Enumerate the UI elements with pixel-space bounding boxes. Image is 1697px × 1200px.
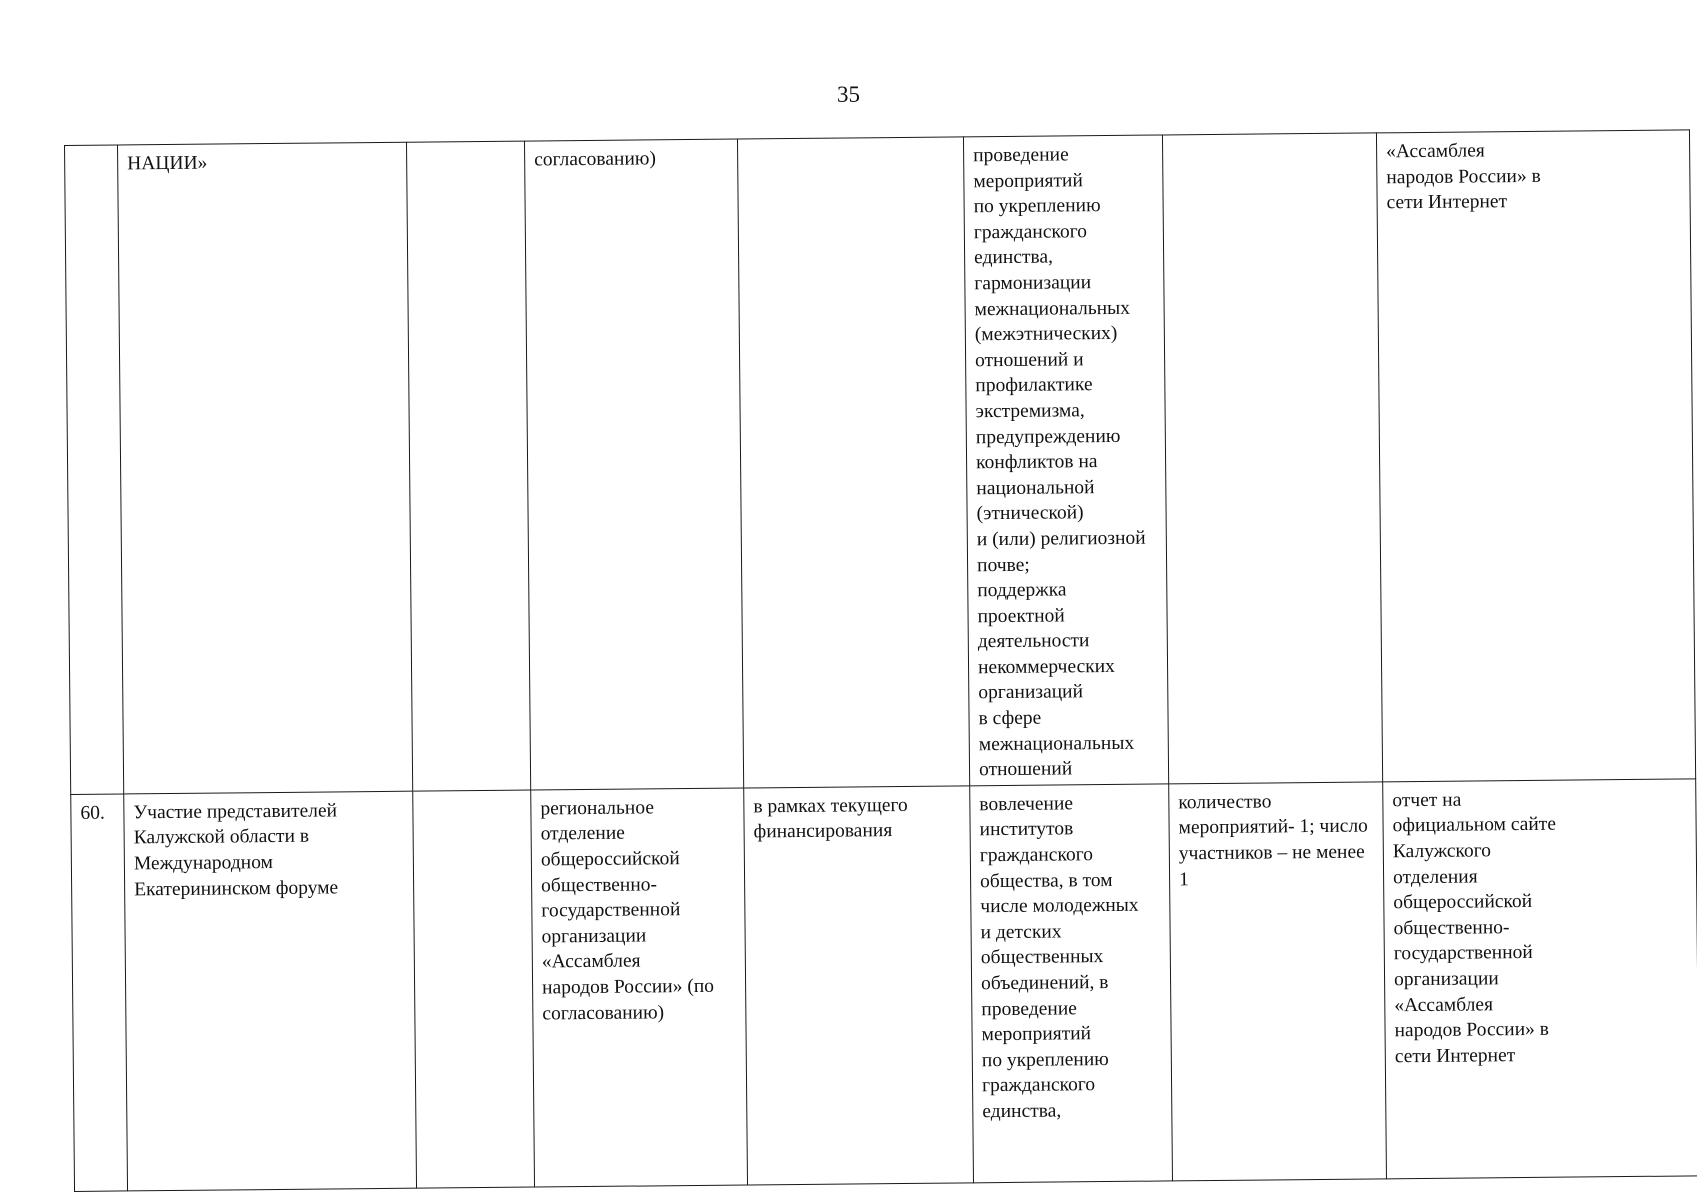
cell-number: 60. [71,794,128,1191]
cell-executor: региональное отделение общероссийской общественно- государственной организации «Ассамблея народов России» (по согласованию) [531,788,748,1187]
cell-indicator: количество мероприятий- 1; число участников – не менее 1 [1169,782,1387,1181]
cell-report-form: отчет на официальном сайте Калужского отделения общероссийской общественно- государственной организации «Ассамблея народов России» в сети Интернет [1383,779,1697,1179]
cell-measure-name: Участие представителей Калужской области в Международном Екатерининском форуме [124,791,417,1191]
cell-report-form: «Ассамблея народов России» в сети Интернет [1376,130,1695,782]
cell-measure-name: НАЦИИ» [118,142,413,794]
cell-expected-result: проведение мероприятий по укреплению гражданского единства, гармонизации межнациональных (межэтнических) отношений и профилактике экстремизма, предупреждению конфликтов на национальной (этнической) и (или) религиозной почве; поддержка проектной деятельности некоммерческих организаций в сфере межнациональных отношений [963,135,1168,786]
cell-executor: согласованию) [524,139,743,790]
measures-table [64,129,1697,1191]
cell-number [65,145,124,794]
page-number: 35 [837,82,860,107]
cell-period [413,790,535,1188]
cell-funding [737,137,969,788]
table-row [65,130,1696,794]
cell-expected-result: вовлечение институтов гражданского общества, в том числе молодежных и детских общественных объединений, в проведение мероприятий по укреплению гражданского единства, [970,784,1173,1183]
cell-funding: в рамках текущего финансирования [744,786,974,1185]
table-row [71,779,1697,1192]
cell-indicator [1162,133,1382,784]
cell-period [406,141,530,791]
